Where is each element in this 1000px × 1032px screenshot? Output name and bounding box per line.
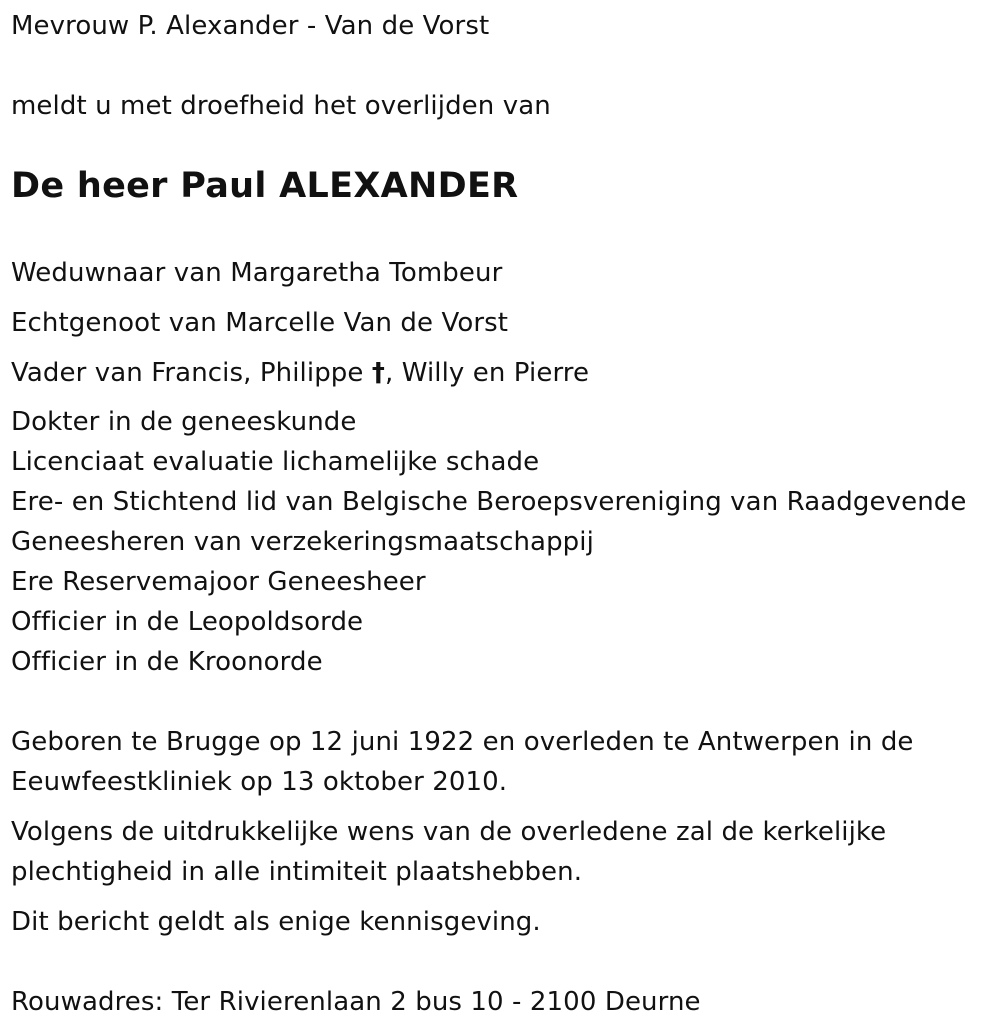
- cross-icon: †: [371, 358, 385, 388]
- children-before: Vader van Francis, Philippe: [11, 358, 372, 388]
- wish-line-1: Volgens de uitdrukkelijke wens van de overledene zal de kerkelijke: [11, 817, 887, 847]
- title-line: Ere- en Stichtend lid van Belgische Beroepsvereniging van Raadgevende: [11, 487, 967, 517]
- announcer: Mevrouw P. Alexander - Van de Vorst: [11, 11, 490, 41]
- relation-children: [11, 353, 589, 393]
- title-line: Dokter in de geneeskunde: [11, 407, 357, 437]
- official-notice: Dit bericht geldt als enige kennisgeving.: [11, 907, 541, 937]
- title-line: Ere Reservemajoor Geneesheer: [11, 567, 426, 597]
- mourning-address: Rouwadres: Ter Rivierenlaan 2 bus 10 - 2100 Deurne: [11, 987, 701, 1017]
- intro-text: meldt u met droefheid het overlijden van: [11, 91, 551, 121]
- title-line: Officier in de Kroonorde: [11, 647, 323, 677]
- wish-line-2: plechtigheid in alle intimiteit plaatshebben.: [11, 857, 583, 887]
- deceased-name: De heer Paul ALEXANDER: [11, 166, 519, 206]
- title-line: Licenciaat evaluatie lichamelijke schade: [11, 447, 540, 477]
- title-line: Officier in de Leopoldsorde: [11, 607, 364, 637]
- birth-death-line-1: Geboren te Brugge op 12 juni 1922 en overleden te Antwerpen in de: [11, 727, 914, 757]
- details-block: [11, 722, 914, 942]
- titles-block: [11, 402, 966, 682]
- birth-death-line-2: Eeuwfeestkliniek op 13 oktober 2010.: [11, 767, 508, 797]
- relation-widower: Weduwnaar van Margaretha Tombeur: [11, 258, 503, 288]
- children-after: , Willy en Pierre: [384, 358, 590, 388]
- relations-block: [11, 253, 589, 393]
- relation-spouse: Echtgenoot van Marcelle Van de Vorst: [11, 308, 509, 338]
- title-line: Geneesheren van verzekeringsmaatschappij: [11, 527, 594, 557]
